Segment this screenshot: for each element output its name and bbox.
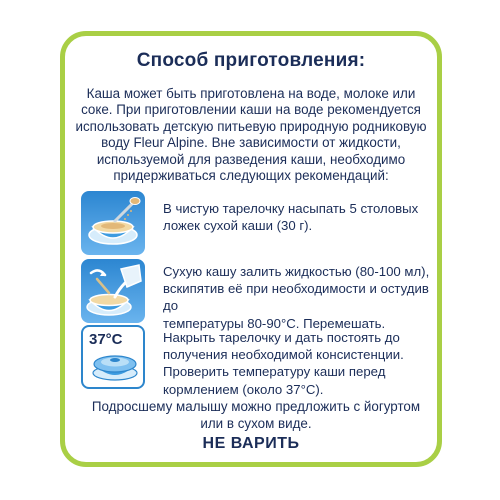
step-2 [81, 259, 431, 331]
step-1-text: В чистую тарелочку насыпать 5 столовых ложек сухой каши (30 г). [163, 201, 419, 234]
step-3 [81, 325, 431, 397]
pour-liquid-icon [81, 259, 145, 323]
step-2-text: Сухую кашу залить жидкостью (80-100 мл), вскипятив её при необходимости и остудив до температуры 80-90°С. Перемешать. [163, 264, 430, 331]
temperature-label: 37°С [89, 331, 123, 348]
step-3-text: Накрыть тарелочку и дать постоять до получения необходимой консистенции. Проверить температуру каши перед кормлением (около 37°С). [163, 330, 404, 397]
intro-text: Каша может быть приготовлена на воде, молоке или соке. При приготовлении каши на воде рекомендуется использовать детскую питьевую природную родниковую воду Fleur Alpine. Вне зависимости от жидкости, используемой для разведения каши, необходимо придерживаться следующих рекомендаций: [75, 86, 427, 184]
step-1 [81, 191, 431, 257]
page-title: Способ приготовления: [136, 50, 366, 71]
bowl-with-spoon-icon [81, 191, 145, 255]
warning-text: НЕ ВАРИТЬ [202, 435, 300, 452]
footer-text: Подросшему малышу можно предложить с йогуртом или в сухом виде. [91, 399, 421, 431]
covered-bowl-icon [81, 325, 145, 389]
instructions-card [60, 31, 442, 467]
